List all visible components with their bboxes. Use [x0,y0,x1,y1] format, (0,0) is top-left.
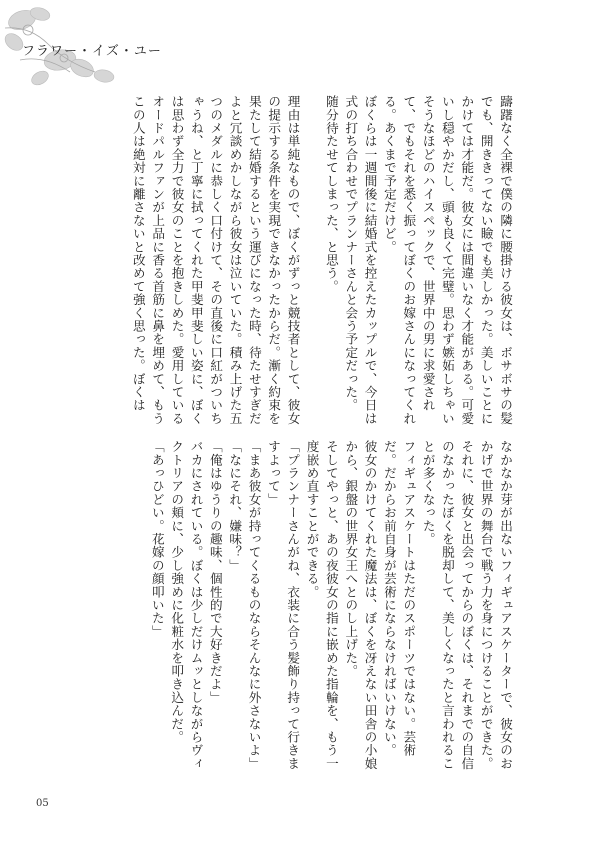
paragraph: 理由は単純なもので、ぼくがずっと競技者として、彼女の提示する条件を実現できなかったからだ。漸く約束を果たして結婚するという運びになった時、待たせすぎだよと冗談めかしながら彼女は泣いていた。積み上げた五つのメダルに恭しく口付けて、その直後に口紅がついちゃうね、と丁寧に拭ってくれた甲斐甲斐しい姿に、ぼくは思わず全力で彼女のことを抱きしめた。愛用しているオードパルファンが上品に香る首筋に鼻を埋めて、もうこの人は絶対に離さないと改めて強く思った。ぼくは [130,95,301,425]
text-column-top [75,95,515,432]
dialogue-line: 「俺はゆうりの趣味、個性的で大好きだよ」 [207,440,223,704]
running-header-title: フラワー・イズ・ユー [22,44,162,59]
paragraph: 彼女のかけてくれた魔法は、ぼくを冴えない田舎の小娘から、銀盤の世界女王へとのし上げた。 [343,440,378,770]
paragraph: なかなか芽が出ないフィギュアスケーターで、彼女のおかげで世界の舞台で戦う力を身につけることができた。それに、彼女と出会ってからのぼくは、それまでの自信のなかったぼくを脱却して、美しくなったと言われることが多くなった。 [420,440,513,770]
page-number: 05 [36,798,49,809]
paragraph: 随分待たせてしまった、と思う。 [323,95,339,293]
dialogue-line: 「あっひどい。花嫁の顔叩いた」 [149,440,165,638]
paragraph: そしてやっと、あの夜彼女の指に嵌めた指輪を、もう一度嵌め直すことができる。 [304,440,339,770]
dialogue-line: 「まあ彼女が持ってくるものならそんなに外さないよ」 [246,440,262,770]
text-column-bottom [75,440,515,770]
paragraph: 躊躇なく全裸で僕の隣に腰掛ける彼女は、ボサボサの髪でも、開ききってない瞼でも美しかった。美しいことにかけては才能だ。彼女には間違いなく才能がある。可愛いし穏やかだし、頭も良くて完璧。思わず嫉妬しちゃいそうなほどのハイスペックで、世界中の男に求愛されて、でもそれを悉く振ってぼくのお嫁さんになってくれる。あくまで予定だけど。 [381,95,513,425]
dialogue-line: 「プランナーさんがね、衣装に合う髪飾り持って行きますよって」 [265,440,301,770]
dialogue-line: 「なにそれ、嫌味？」 [227,440,243,572]
paragraph: バカにされている。ぼくは少しだけムッとしながらヴィクトリアの頬に、少し強めに化粧水を叩き込んだ。 [169,440,204,770]
paragraph: フィギュアスケートはただのスポーツではない。芸術だ。だからお前自身が芸術にならなければいけない。 [381,440,417,757]
paragraph: ぼくらは一週間後に結婚式を控えたカップルで、今日は式の打ち合わせでプランナーさんと会う予定だった。 [343,95,378,425]
